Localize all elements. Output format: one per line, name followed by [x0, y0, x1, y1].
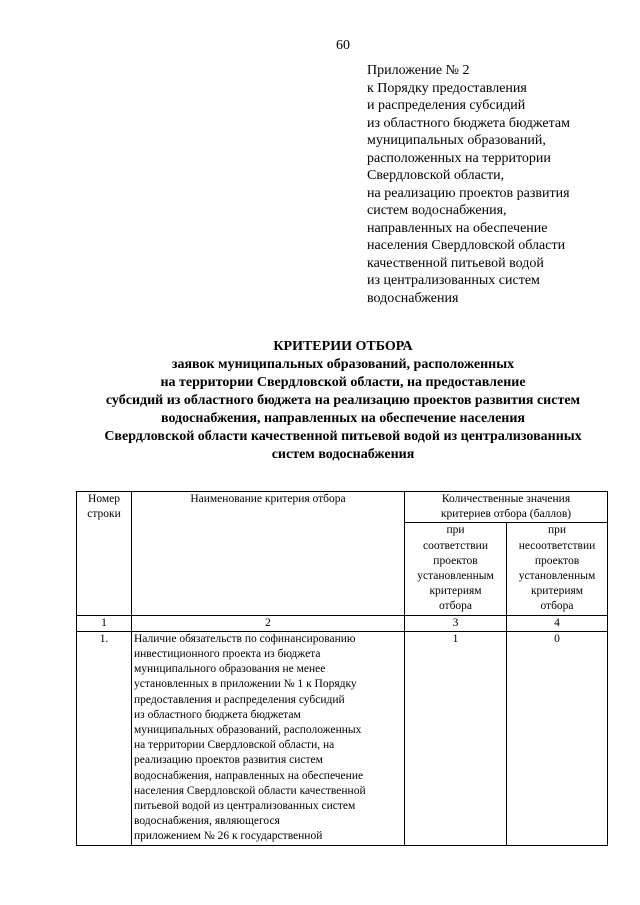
appendix-line: из областного бюджета бюджетам: [367, 115, 570, 131]
appendix-line: водоснабжения: [367, 290, 459, 306]
row-number: 1.: [77, 631, 132, 845]
header-criterion-name: Наименование критерия отбора: [132, 492, 405, 616]
appendix-line: и распределения субсидий: [367, 98, 526, 113]
column-number: 3: [405, 615, 507, 631]
criterion-name: Наличие обязательств по софинансированию инвестиционного проекта из бюджета муниципального образования не менее установленных в приложении № 1 к Порядку предоставления и распределения субсидий из областного бюджета бюджетам муниципальных образований, расположенных на территории Свердловской области, на реализацию проектов развития систем водоснабжения, направленных на обеспечение населения Свердловской области качественной питьевой водой из централизованных систем водоснабжения, являющегося приложением № 26 к государственной: [132, 631, 405, 845]
column-number: 2: [132, 615, 405, 631]
match-value: 1: [405, 631, 507, 845]
title-line: Свердловской области качественной питьевой водой из централизованных: [104, 429, 582, 444]
header-match: при соответствии проектов установленным критериям отбора: [405, 523, 507, 615]
appendix-reference: [367, 62, 627, 307]
appendix-line: расположенных на территории: [367, 150, 551, 166]
document-title: [40, 338, 640, 464]
criteria-table: [76, 491, 608, 846]
column-number: 4: [507, 615, 608, 631]
header-values-group: Количественные значения критериев отбора (баллов): [405, 492, 608, 523]
title-line: водоснабжения, направленных на обеспечение населения: [160, 411, 525, 426]
header-row-number: Номер строки: [77, 492, 132, 616]
appendix-line: из централизованных систем: [367, 273, 540, 288]
title-line: субсидий из областного бюджета на реализацию проектов развития систем: [105, 393, 581, 408]
appendix-line: к Порядку предоставления: [367, 80, 527, 96]
table-header-row: [77, 492, 608, 523]
appendix-line: систем водоснабжения,: [367, 203, 507, 218]
title-line: на территории Свердловской области, на предоставление: [160, 375, 526, 390]
appendix-line: качественной питьевой водой: [367, 255, 544, 271]
appendix-line: на реализацию проектов развития: [367, 185, 570, 201]
table-row: [77, 631, 608, 845]
appendix-line: населения Свердловской области: [367, 238, 566, 253]
title-line: систем водоснабжения: [271, 447, 415, 462]
appendix-line: Свердловской области,: [367, 168, 505, 183]
appendix-line: муниципальных образований,: [367, 133, 546, 148]
column-number: 1: [77, 615, 132, 631]
column-number-row: [77, 615, 608, 631]
appendix-line: Приложение № 2: [367, 63, 470, 78]
page-number: 60: [336, 38, 350, 53]
header-mismatch: при несоответствии проектов установленным критериям отбора: [507, 523, 608, 615]
mismatch-value: 0: [507, 631, 608, 845]
title-heading: КРИТЕРИИ ОТБОРА: [273, 339, 413, 354]
title-line: заявок муниципальных образований, расположенных: [171, 357, 515, 372]
appendix-line: направленных на обеспечение: [367, 220, 548, 236]
